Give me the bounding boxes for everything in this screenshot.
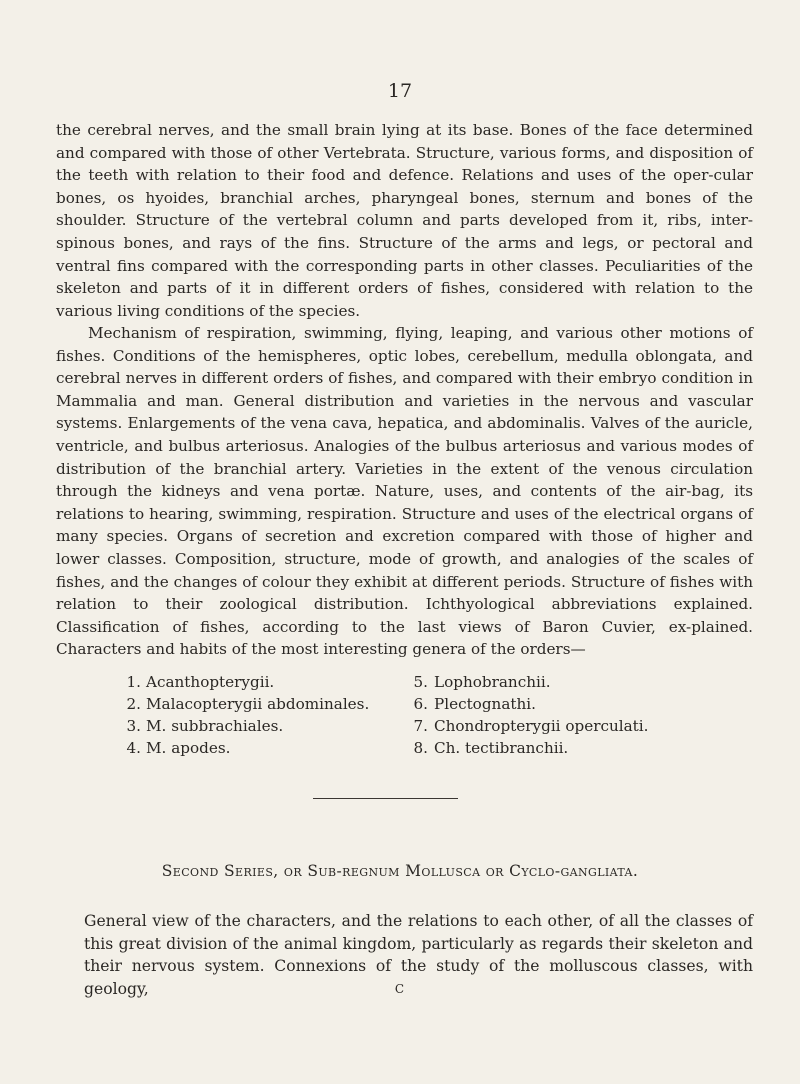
orders-row: [115, 715, 648, 737]
paragraph-fish-skeleton: the cerebral nerves, and the small brain lying at its base. Bones of the face determined and compared with those of other Vertebrata. Structure, various forms, and disposition of the teeth with relation to their food and defence. Relations and uses of the oper-cular bones, os hyoides, branchial arches, pharyngeal bones, sternum and bones of the shoulder. Structure of the vertebral column and parts developed from it, ribs, inter-spinous bones, and rays of the fins. Structure of the arms and legs, or pectoral and ventral fins compared with the corresponding parts in other classes. Peculiarities of the skeleton and parts of it in different orders of fishes, considered with relation to the various living conditions of the species.: [56, 121, 753, 320]
order-name: Lophobranchii.: [434, 673, 551, 691]
order-number: 7.: [413, 717, 428, 735]
order-name: Plectognathi.: [434, 695, 536, 713]
orders-row: [115, 737, 648, 759]
section-heading: Second Series, or Sub-regnum Mollusca or Cyclo-gangliata.: [161, 862, 639, 880]
signature-mark: C: [394, 982, 406, 996]
order-name: Malacopterygii abdominales.: [146, 695, 370, 713]
order-number: 5.: [413, 673, 428, 691]
order-name: Ch. tectibranchii.: [434, 739, 569, 757]
order-name: M. subbrachiales.: [146, 717, 284, 735]
order-number: 2.: [126, 695, 141, 713]
order-name: Acanthopterygii.: [146, 673, 275, 691]
order-name: Chondropterygii operculati.: [434, 717, 649, 735]
orders-list: [115, 671, 648, 759]
section-divider: [313, 798, 458, 799]
order-number: 4.: [126, 739, 141, 757]
order-number: 8.: [413, 739, 428, 757]
orders-row: [115, 671, 648, 693]
paragraph-mollusca: General view of the characters, and the relations to each other, of all the classes of this great division of the animal kingdom, particularly as regards their skeleton and their nervous system. Connexions of the study of the molluscous classes, with geology,: [84, 912, 753, 998]
order-number: 6.: [413, 695, 428, 713]
order-name: M. apodes.: [146, 739, 231, 757]
page-number: 17: [387, 80, 413, 102]
order-number: 3.: [126, 717, 141, 735]
order-number: 1.: [126, 673, 141, 691]
paragraph-fish-physiology: Mechanism of respiration, swimming, flying, leaping, and various other motions of fishes. Conditions of the hemispheres, optic lobes, cerebellum, medulla oblongata, and cerebral nerves in different orders of fishes, and compared with their embryo condition in Mammalia and man. General distribution and varieties in the nervous and vascular systems. Enlargements of the vena cava, hepatica, and abdominalis. Valves of the auricle, ventricle, and bulbus arteriosus. Analogies of the bulbus arteriosus and various modes of distribution of the branchial artery. Varieties in the extent of the venous circulation through the kidneys and vena portæ. Nature, uses, and contents of the air-bag, its relations to hearing, swimming, respiration. Structure and uses of the electrical organs of many species. Organs of secretion and excretion compared with those of higher and lower classes. Composition, structure, mode of growth, and analogies of the scales of fishes, and the changes of colour they exhibit at different periods. Structure of fishes with relation to their zoological distribution. Ichthyological abbreviations explained. Classification of fishes, according to the last views of Baron Cuvier, ex-plained. Characters and habits of the most interesting genera of the orders—: [56, 324, 753, 659]
orders-row: [115, 693, 648, 715]
